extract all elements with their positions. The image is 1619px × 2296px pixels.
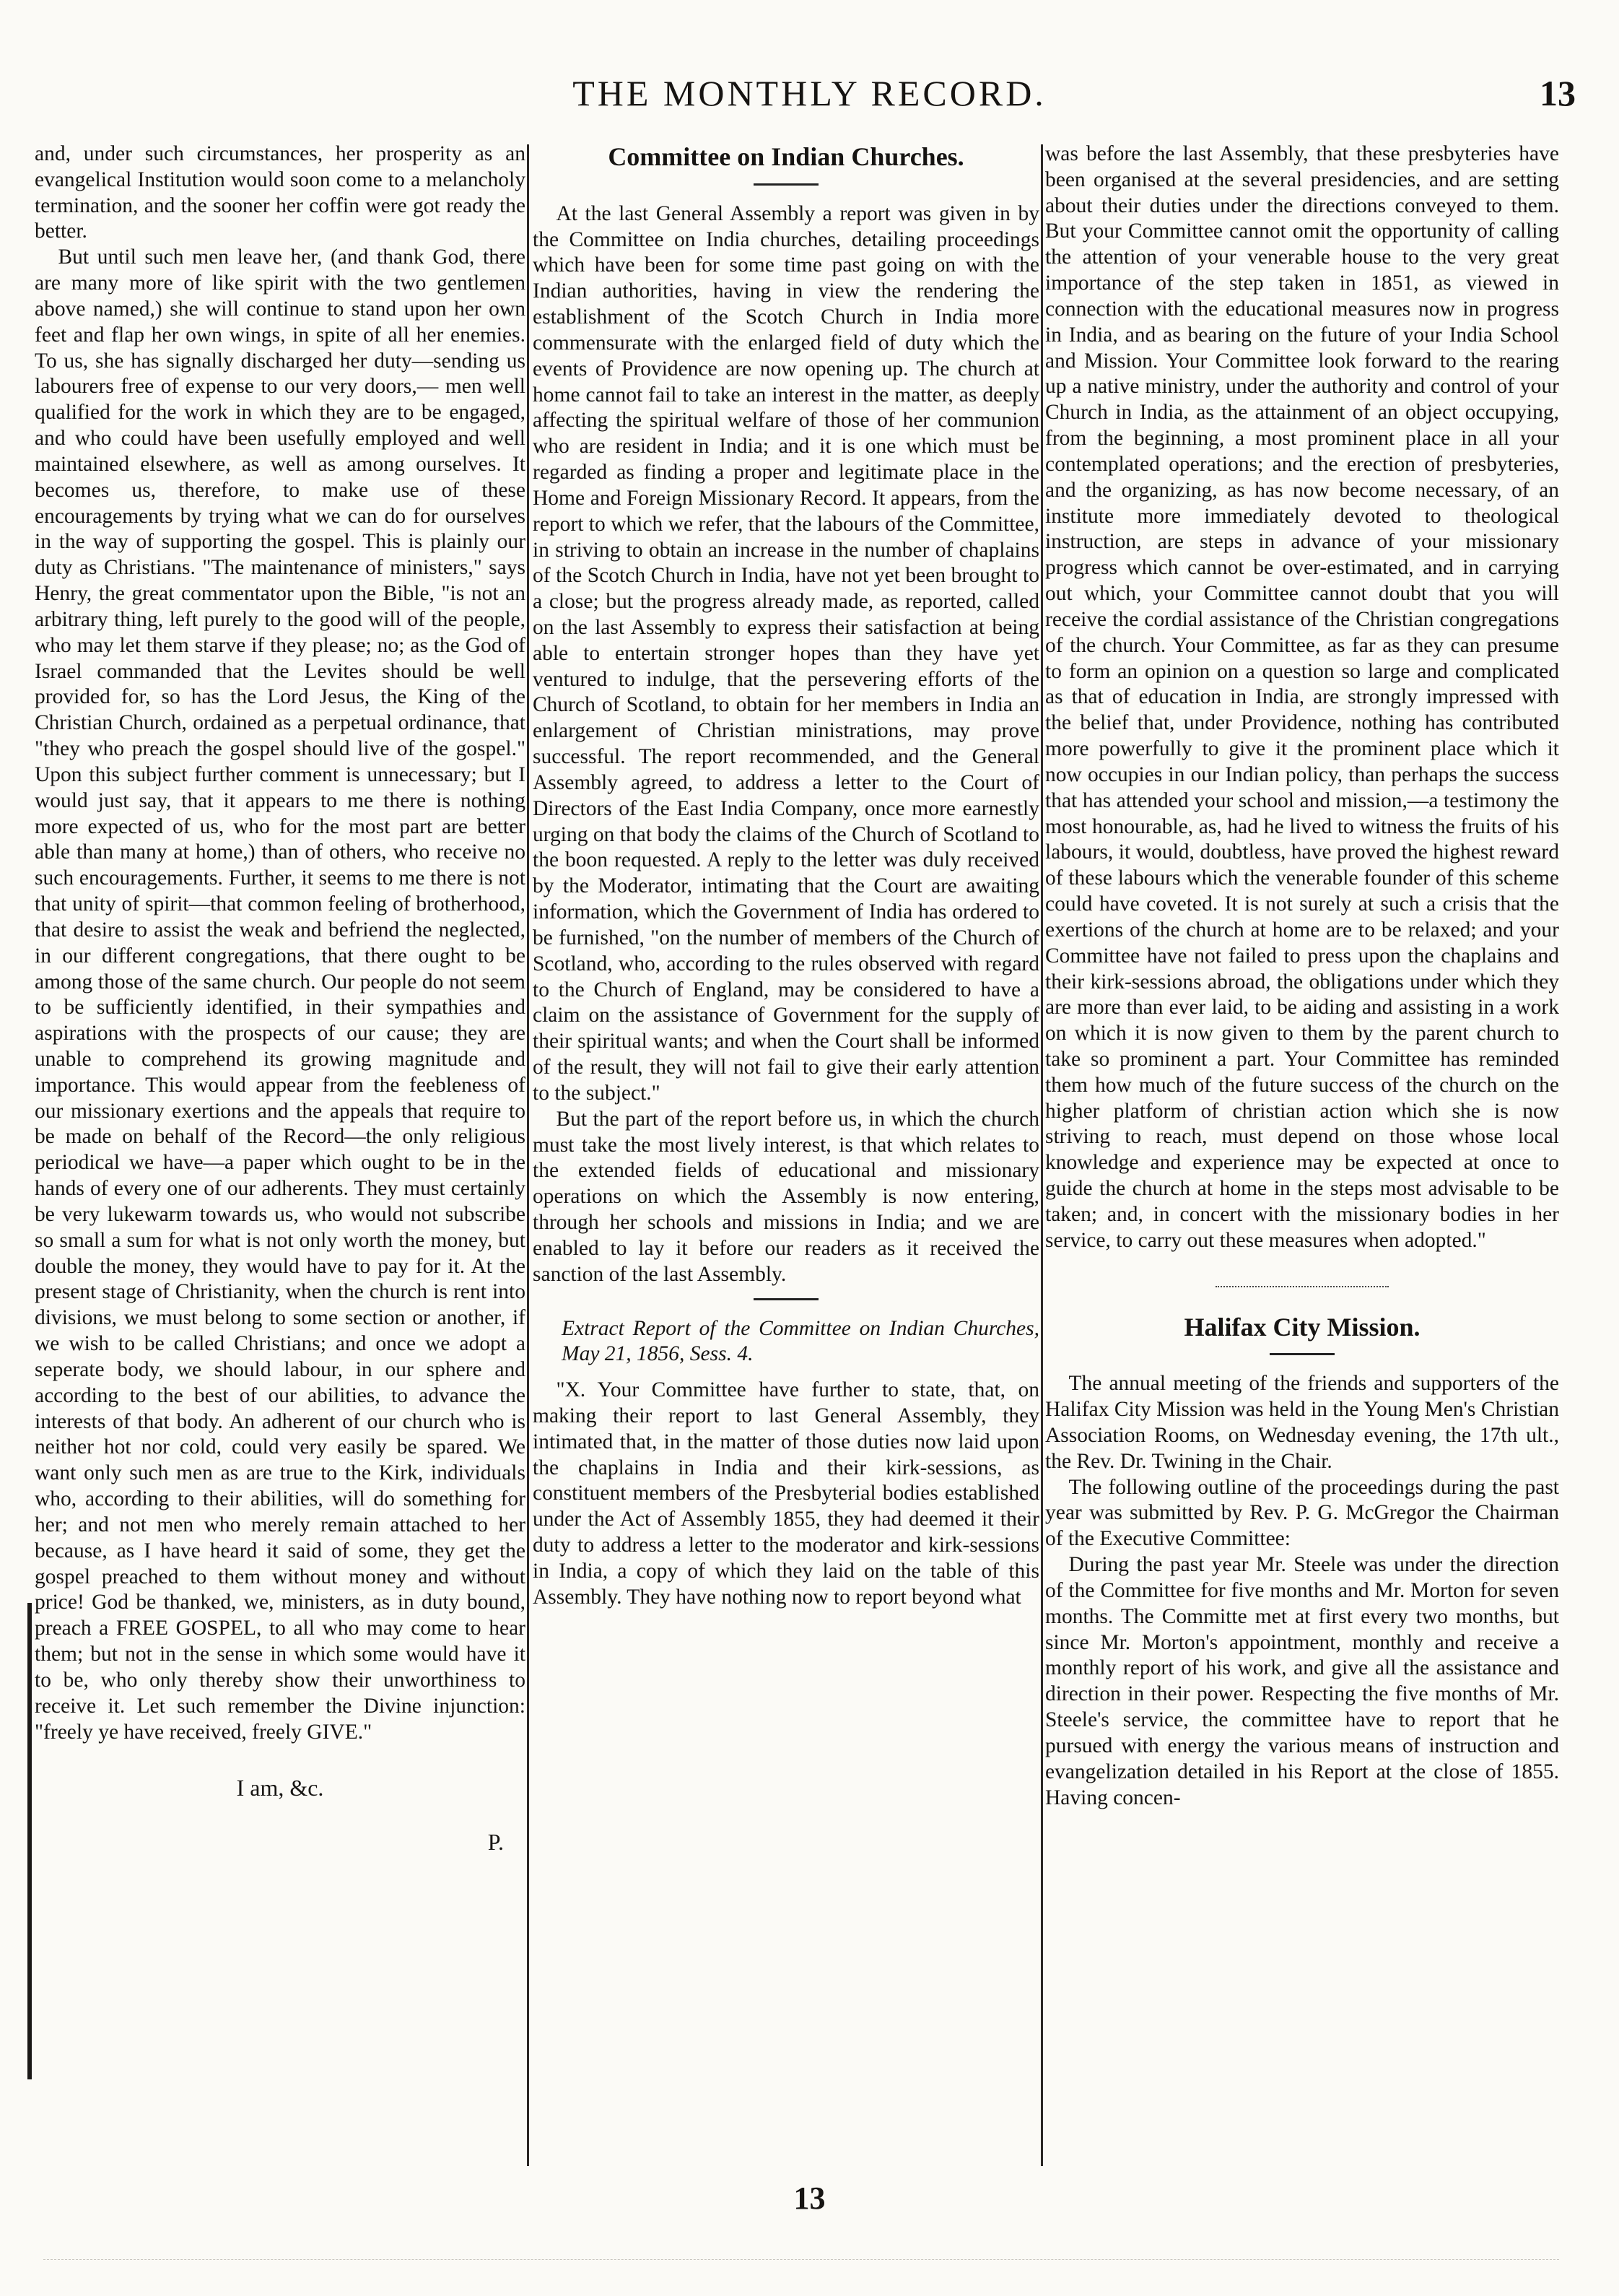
column-2 xyxy=(533,142,1039,2188)
section-title-indian-churches: Committee on Indian Churches. xyxy=(608,142,964,171)
running-title: THE MONTHLY RECORD. xyxy=(572,73,1047,113)
section-title-halifax-city-mission: Halifax City Mission. xyxy=(1184,1312,1421,1341)
margin-rule xyxy=(27,1603,32,2079)
extract-heading: Extract Report of the Committee on Indian Churches, May 21, 1856, Sess. 4. xyxy=(562,1316,1039,1366)
paragraph: "X. Your Committee have further to state, that, on making their report to last General Assembly, they intimated that, in the matter of those duties now laid upon the chaplains in India and their kirk-sessions, as constituent members of the Presbyterial bodies established under the Act of Assembly 1855, they had deemed it their duty to address a letter to the moderator and kirk-sessions in India, a copy of which they laid on the table of this Assembly. They have nothing now to report beyond what xyxy=(533,1378,1039,1609)
paragraph: But until such men leave her, (and thank God, there are many more of like spirit with the two gentlemen above named,) she will continue to stand upon her own feet and flap her own wings, in spite of all her enemies. To us, she has signally discharged her duty—sending us labourers free of expense to our very doors,— men well qualified for the work in which they are to be engaged, and who could have been usefully employed and well maintained elsewhere, as well as among ourselves. It becomes us, therefore, to make use of these encouragements by trying what we can do for ourselves in the way of supporting the gospel. This is plainly our duty as Christians. "The maintenance of ministers," says Henry, the great commentator upon the Bible, "is not an arbitrary thing, left purely to the good will of the people, who may let them starve if they please; no; as the God of Israel commanded that the Levites should be well provided for, so has the Lord Jesus, the King of the Christian Church, ordained as a perpetual ordinance, that "they who preach the gospel should live of the gospel." Upon this subject further comment is unnecessary; but I would just say, that it appears to me there is nothing more expected of us, who for the most part are better able than many at home,) than of others, who receive no such encouragements. Further, it seems to me there is not that unity of spirit—that common feeling of brotherhood, that desire to assist the weak and befriend the neglected, in our different congregations, that there ought to be among those of the same church. Our people do not seem to be sufficiently identified, in their sympathies and aspirations with the prospects of our cause; they are unable to comprehend its growing magnitude and importance. This would appear from the feebleness of our missionary exertions and the appeals that require to be made on behalf of the Record—the only religious periodical we have—a paper which ought to be in the hands of every one of our adherents. They must certainly be very lukewarm towards us, who would not subscribe so small a sum for what is not only worth the money, but double the money, they would have to pay for it. At the present stage of Christianity, when the church is rent into divisions, we must belong to some section or another, if we wish to be called Christians; and once we adopt a seperate body, we should labour, in our sphere and according to the best of our abilities, to advance the interests of that body. An adherent of our church who is neither hot nor cold, could very easily be spared. We want only such men as are true to the Kirk, individuals who, according to their abilities, will do something for her; and not men who merely remain attached to her because, as I have heard it said of some, they get the gospel preached to them without money and without price! God be thanked, we, ministers, as in duty bound, preach a FREE GOSPEL, to all who may come to hear them; but not in the sense in which some would have it to be, who only thereby show their unworthiness to receive it. Let such remember the Divine injunction: "freely ye have received, freely GIVE." xyxy=(35,245,525,1744)
paragraph: But the part of the report before us, in which the church must take the most lively interest, is that which relates to the extended fields of educational and missionary operations on which the Assembly is now entering, through her schools and missions in India; and we are enabled to lay it before our readers as it received the sanction of the last Assembly. xyxy=(533,1107,1039,1286)
column-divider xyxy=(527,144,529,2166)
section-separator xyxy=(1216,1286,1389,1287)
page-number-bottom: 13 xyxy=(793,2180,826,2216)
column-1 xyxy=(35,142,525,2188)
paragraph: During the past year Mr. Steele was under the direction of the Committee for five months and Mr. Morton for seven months. The Committe met at first every two months, but since Mr. Morton's appointment, monthly and receive a monthly report of his work, and give all the assistance and direction in their power. Respecting the five months of Mr. Steele's service, the committee have to report that he pursued with energy the various means of instruction and evangelization detailed in his Report at the close of 1855. Having concen- xyxy=(1045,1553,1559,1809)
letter-signoff: I am, &c. xyxy=(236,1775,324,1801)
title-rule xyxy=(754,183,819,186)
title-rule xyxy=(1270,1353,1335,1355)
paragraph: The following outline of the proceedings during the past year was submitted by Rev. P. G. McGregor the Chairman of the Executive Committee: xyxy=(1045,1475,1559,1551)
column-3 xyxy=(1045,142,1559,2188)
title-rule xyxy=(754,1298,819,1300)
paragraph: was before the last Assembly, that these presbyteries have been organised at the several presidencies, and are setting about their duties under the directions conveyed to them. But your Committee cannot omit the opportunity of calling the attention of your venerable house to the very great importance of the step taken in 1851, as viewed in connection with the educational measures now in progress in India, and as bearing on the future of your India School and Mission. Your Committee look forward to the rearing up a native ministry, under the authority and control of your Church in India, as the attainment of an object occupying, from the beginning, a most prominent place in all your contemplated operations; and the erection of presbyteries, and the organizing, as has now become necessary, of an institute more immediately devoted to theological instruction, are steps in advance of your missionary progress which cannot be over-estimated, and in carrying out which, your Committee cannot doubt that you will receive the cordial assistance of the Christian congregations of the church. Your Committee, as far as they can presume to form an opinion on a question so large and complicated as that of education in India, are strongly impressed with the belief that, under Providence, nothing has contributed more powerfully to give it the prominent place which it now occupies in our Indian policy, than perhaps the success that has attended your school and mission,—a testimony the most honourable, as, had he lived to witness the fruits of his labours, it would, doubtless, have proved the highest reward of these labours which the venerable founder of this scheme could have coveted. It is not surely at such a crisis that the exertions of the church at home are to be relaxed; and your Committee have not failed to press upon the chaplains and their kirk-sessions abroad, the obligations under which they are more than ever laid, to be aiding and assisting in a work on which it is now given to them by the parent church to take so prominent a part. Your Committee has reminded them how much of the future success of the church on the higher platform of christian action which she is now striving to reach, must depend on those whose local knowledge and experience may be expected at once to guide the church at home in the steps most advisable to be taken; and, in concert with the missionary bodies in her service, to carry out these measures when adopted." xyxy=(1045,142,1559,1252)
column-divider xyxy=(1041,144,1043,2166)
page-edge xyxy=(43,2259,1559,2260)
paragraph: and, under such circumstances, her prosperity as an evangelical Institution would soon come to a melancholy termination, and the sooner her coffin were got ready the better. xyxy=(35,142,525,243)
page-number-top: 13 xyxy=(1540,73,1576,113)
paragraph: The annual meeting of the friends and supporters of the Halifax City Mission was held in the Young Men's Christian Association Rooms, on Wednesday evening, the 17th ult., the Rev. Dr. Twining in the Chair. xyxy=(1045,1372,1559,1473)
paragraph: At the last General Assembly a report was given in by the Committee on India churches, detailing proceedings which have been for some time past going on with the Indian authorities, having in view the rendering the establishment of the Scotch Church in India more commensurate with the enlarged field of duty which the events of Providence are now opening up. The church at home cannot fail to take an interest in the matter, as deeply affecting the spiritual welfare of those of her communion who are resident in India; and it is one which must be regarded as finding a proper and legitimate place in the Home and Foreign Missionary Record. It appears, from the report to which we refer, that the labours of the Committee, in striving to obtain an increase in the number of chaplains of the Scotch Church in India, have not yet been brought to a close; but the progress already made, as reported, called on the last Assembly to express their satisfaction at being able to entertain stronger hopes than they have yet ventured to indulge, that the persevering efforts of the Church of Scotland, to obtain for her members in India an enlargement of Christian ministrations, may prove successful. The report recommended, and the General Assembly agreed, to address a letter to the Court of Directors of the East India Company, once more earnestly urging on that body the claims of the Church of Scotland to the boon requested. A reply to the letter was duly received by the Moderator, intimating that the Court are awaiting information, which the Government of India has ordered to be furnished, "on the number of members of the Church of Scotland, who, according to the rules observed with regard to the Church of England, may be considered to have a claim on the assistance of Government for the supply of their spiritual wants; and when the Court shall be informed of the result, they will not fail to give their early attention to the subject." xyxy=(533,201,1039,1105)
letter-signature-initial: P. xyxy=(487,1829,504,1856)
